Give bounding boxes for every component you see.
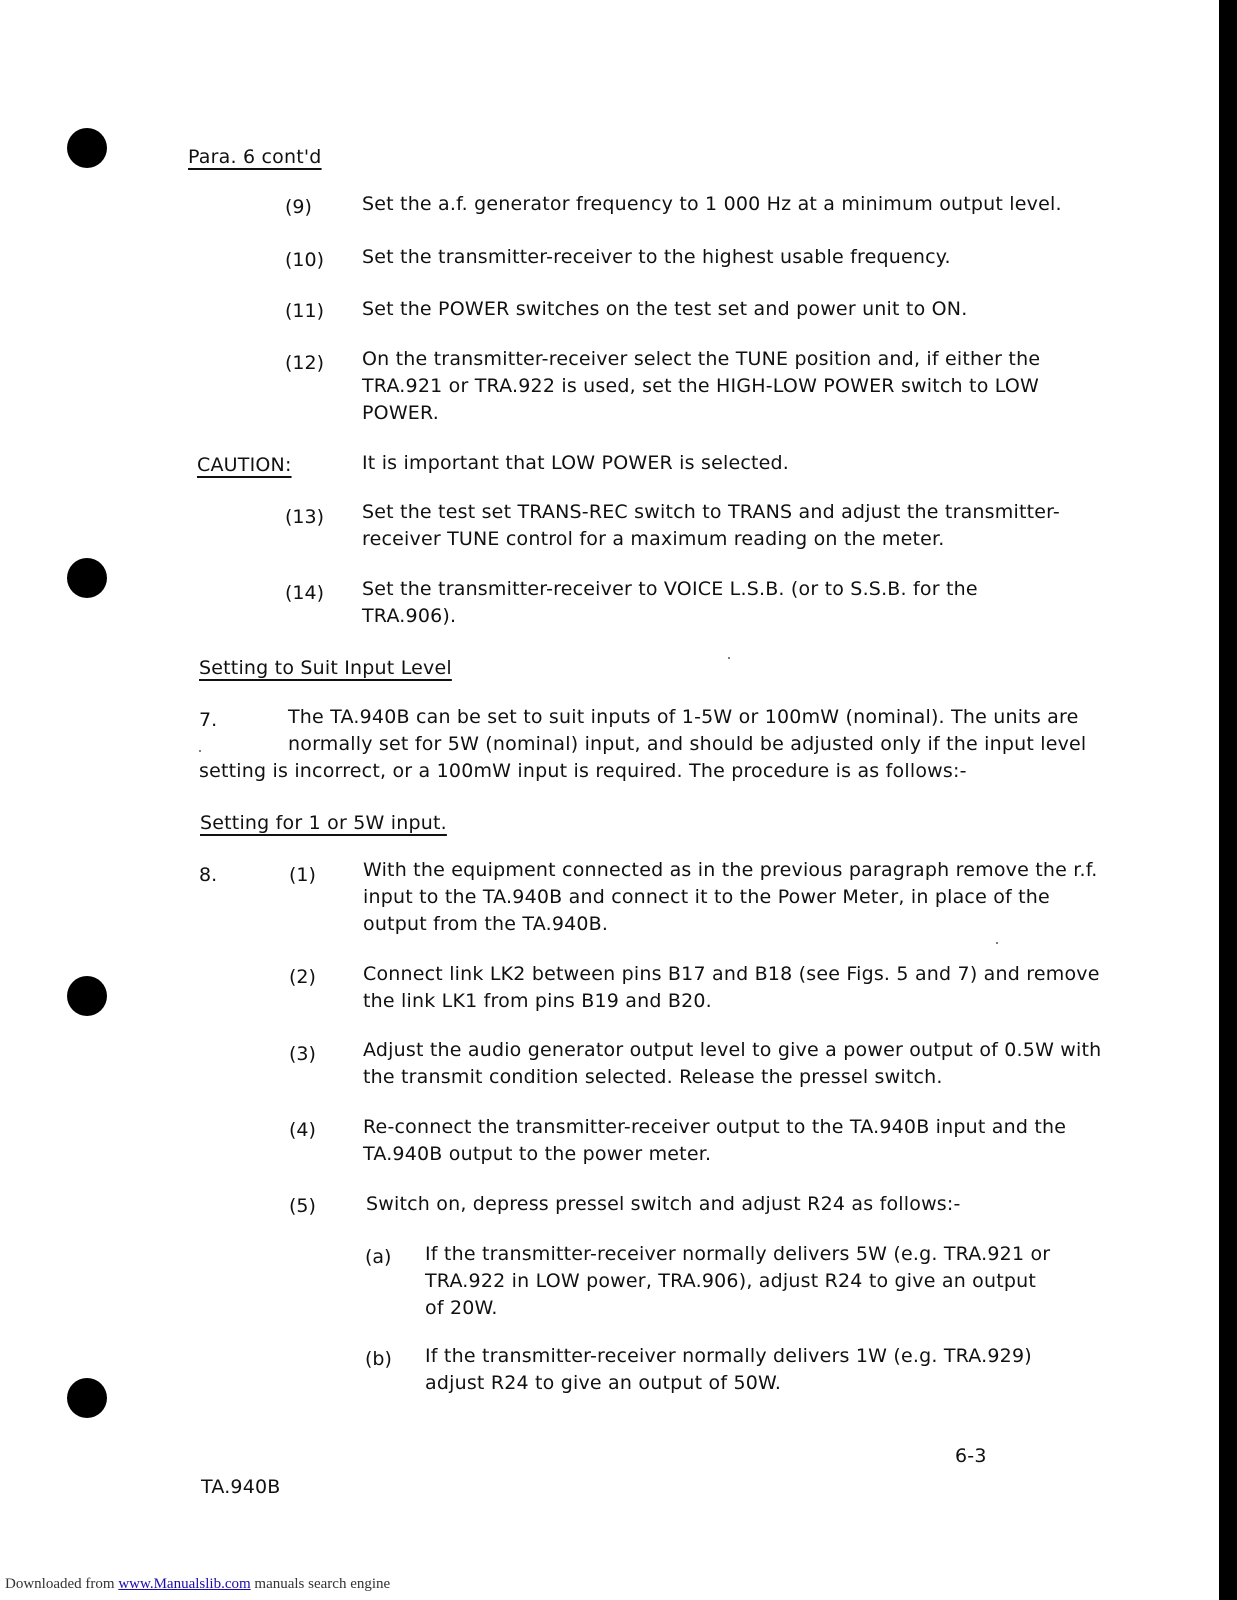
- scan-speck: [199, 750, 201, 752]
- step-number: (3): [289, 1043, 316, 1065]
- step-text: the link LK1 from pins B19 and B20.: [363, 990, 712, 1012]
- paragraph-text: The TA.940B can be set to suit inputs of 1-5W or 100mW (nominal). The units are: [288, 706, 1079, 728]
- step-text: receiver TUNE control for a maximum reading on the meter.: [362, 528, 945, 550]
- step-text: Set the test set TRANS-REC switch to TRANS and adjust the transmitter-: [362, 501, 1060, 523]
- step-text: Re-connect the transmitter-receiver output to the TA.940B input and the: [363, 1116, 1067, 1138]
- caution-text: It is important that LOW POWER is selected.: [362, 452, 790, 474]
- paragraph-number: 8.: [199, 864, 218, 886]
- step-number: (5): [289, 1195, 316, 1217]
- step-number: (10): [285, 249, 325, 271]
- step-text: Set the POWER switches on the test set and power unit to ON.: [362, 298, 968, 320]
- binder-hole: [67, 558, 107, 598]
- substep-letter: (b): [365, 1348, 392, 1370]
- footer-suffix: manuals search engine: [250, 1576, 391, 1592]
- substep-text: TRA.922 in LOW power, TRA.906), adjust R24 to give an output: [425, 1270, 1037, 1292]
- step-text: With the equipment connected as in the previous paragraph remove the r.f.: [363, 859, 1098, 881]
- step-text: the transmit condition selected. Release the pressel switch.: [363, 1066, 943, 1088]
- step-text: Adjust the audio generator output level to give a power output of 0.5W with: [363, 1039, 1102, 1061]
- step-text: output from the TA.940B.: [363, 913, 609, 935]
- section-heading-input-level: Setting to Suit Input Level: [199, 657, 452, 679]
- caution-label: CAUTION:: [197, 454, 292, 476]
- step-text: TA.940B output to the power meter.: [363, 1143, 712, 1165]
- download-footer: [5, 1576, 390, 1593]
- substep-text: of 20W.: [425, 1297, 498, 1319]
- scan-speck: [996, 942, 998, 944]
- step-number: (9): [285, 196, 312, 218]
- manualslib-link[interactable]: www.Manualslib.com: [118, 1576, 251, 1592]
- substep-text: If the transmitter-receiver normally delivers 5W (e.g. TRA.921 or: [425, 1243, 1051, 1265]
- step-text: Set the a.f. generator frequency to 1 000 Hz at a minimum output level.: [362, 193, 1062, 215]
- substep-text: adjust R24 to give an output of 50W.: [425, 1372, 782, 1394]
- binder-hole: [67, 976, 107, 1016]
- section-heading-5w-input: Setting for 1 or 5W input.: [200, 812, 447, 834]
- step-text: Set the transmitter-receiver to the highest usable frequency.: [362, 246, 951, 268]
- paragraph-number: 7.: [199, 709, 218, 731]
- step-number: (11): [285, 300, 325, 322]
- step-text: Connect link LK2 between pins B17 and B18 (see Figs. 5 and 7) and remove: [363, 963, 1100, 985]
- step-number: (4): [289, 1119, 316, 1141]
- page-number: 6-3: [955, 1445, 987, 1467]
- document-id: TA.940B: [201, 1476, 281, 1498]
- step-number: (14): [285, 582, 325, 604]
- step-text: TRA.921 or TRA.922 is used, set the HIGH-LOW POWER switch to LOW: [362, 375, 1040, 397]
- scan-speck: [728, 657, 730, 659]
- step-number: (12): [285, 352, 325, 374]
- binder-hole: [67, 1378, 107, 1418]
- substep-text: If the transmitter-receiver normally delivers 1W (e.g. TRA.929): [425, 1345, 1032, 1367]
- paragraph-text: normally set for 5W (nominal) input, and should be adjusted only if the input level: [288, 733, 1087, 755]
- continued-heading: Para. 6 cont'd: [188, 146, 322, 168]
- step-number: (1): [289, 864, 316, 886]
- step-text: Set the transmitter-receiver to VOICE L.S.B. (or to S.S.B. for the: [362, 578, 978, 600]
- binder-hole: [67, 128, 107, 168]
- step-text: POWER.: [362, 402, 439, 424]
- step-number: (2): [289, 966, 316, 988]
- footer-prefix: Downloaded from: [5, 1576, 119, 1592]
- substep-letter: (a): [365, 1246, 392, 1268]
- step-text: input to the TA.940B and connect it to the Power Meter, in place of the: [363, 886, 1050, 908]
- step-text: On the transmitter-receiver select the TUNE position and, if either the: [362, 348, 1041, 370]
- step-text: Switch on, depress pressel switch and adjust R24 as follows:-: [366, 1193, 961, 1215]
- step-number: (13): [285, 506, 325, 528]
- scan-edge-bar: [1219, 0, 1237, 1600]
- step-text: TRA.906).: [362, 605, 457, 627]
- paragraph-text: setting is incorrect, or a 100mW input is required. The procedure is as follows:-: [199, 760, 967, 782]
